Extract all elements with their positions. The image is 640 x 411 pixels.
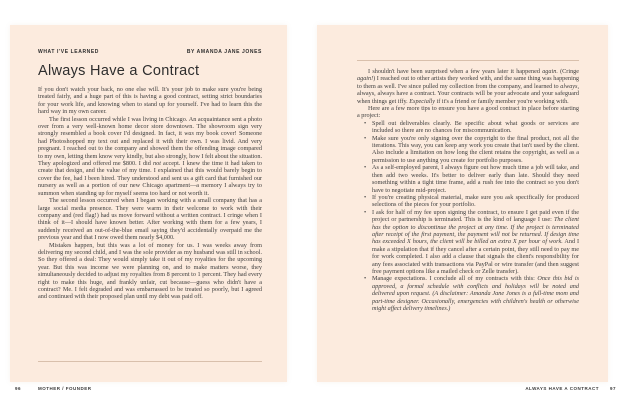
paragraph — [38, 116, 262, 197]
continuation-rule-right — [357, 60, 579, 61]
text-segment: And I make a stipulation that if they cancel after a certain point, they still need to pay me for work completed. I also add a clause that signals the client's responsibility for any fees associated with transactions via PayPal or wire transfer (and then suggest free payment options like a mailed check or Zelle transfer). — [372, 238, 580, 275]
text-segment: I shouldn't have been surprised when a few years later it happened — [368, 68, 543, 75]
tip-item — [364, 135, 579, 165]
italic-text: was — [184, 130, 194, 138]
tip-item — [364, 275, 579, 312]
tip-item — [364, 164, 579, 194]
text-segment: As a self-employed parent, I always figure out how much time a job will take, and then add two weeks. It's better to deliver early than late. Should they need something within a tight time frame, add a rush fee into the contract so you don't have to negotiate mid-project. — [372, 164, 579, 194]
article-title: Always Have a Contract — [38, 63, 200, 79]
italic-text: Once this bid is approved, a formal schedule with conflicts and holidays will be noted and delivered upon request. (A disclaimer: Amanda Jane Jones is a full-time mom and part-time designer. Occasionally, emergencies with children's health or otherwise might affect delivery timelines.) — [372, 275, 579, 312]
right-page-content — [357, 60, 579, 312]
text-segment: Here are a few more tips to ensure you have a good contract in place before starting a project: — [357, 105, 579, 120]
page-number-right: 97 — [609, 386, 616, 391]
footer-left — [15, 386, 92, 391]
paragraph — [357, 68, 579, 105]
text-segment: . (Cringe — [556, 68, 579, 75]
tip-item — [364, 209, 579, 276]
text-segment: If you're creating physical material, make sure you ask specifically for produced selections of the pieces for your portfolio. — [372, 193, 579, 209]
continuation-rule-left — [38, 361, 262, 362]
text-segment: Mistakes happen, but this was a lot of money for us. I was weeks away from delivering my second child, and I was the sole provider as my husband was still in school. So they offered a deal: They would simply take it out of my royalties for the upcoming year. But this was income we were planning on, and to make matters worse, they simultaneously decided to adjust my royalties from 8 percent to 1 percent. They had every right to make this huge, and frankly unfair, cut because—guess who didn't have a contract? Me. I felt degraded and was embarrassed to be treated so poorly, but I agreed and continued with their proposed plan until my debt was paid off. — [38, 241, 262, 301]
footer-right — [525, 386, 616, 391]
left-page — [10, 25, 287, 382]
byline: BY AMANDA JANE JONES — [186, 49, 262, 55]
italic-text: not — [153, 160, 161, 168]
paragraph — [38, 197, 262, 241]
paragraph — [38, 86, 262, 116]
text-segment: The first lesson occurred while I was living in Chicago. An acquaintance sent a photo over from a very well-known home decor store downtown. The showroom sign very strongly resembled a book cover I'd designed. In fact, it — [38, 115, 262, 138]
text-segment: The second lesson occurred when I began working with a small company that has a large social media presence. They were warm in their welcome to work with their company and (red flag!) had us move forward without a written contract. I cringe when I think of it—I should have known better. After working with them for a few years, I suddenly received an out-of-the-blue email saying they'd accidentally overpaid me the previous year and that I now owed them nearly $4,000. — [38, 197, 262, 242]
italic-text: always — [560, 82, 578, 90]
right-page-body — [357, 68, 579, 312]
tips-list — [357, 120, 579, 313]
section-kicker: WHAT I'VE LEARNED — [38, 49, 100, 55]
italic-text: Especially — [409, 97, 436, 105]
text-segment: Make sure you're only signing over the copyright to the final product, not all the iterations. This way, you can keep any work you create that isn't used by the client. Also include a limitation on how long the client retains the copyright, as well as a permission to use anything you create for portfolio purposes. — [372, 134, 579, 164]
text-segment: my book cover! Someone had Photoshopped my text out and replaced it with their own. I was livid. And very pregnant. I reached out to the company and showed them the offending image compared to my own, letting them know very kindly, but also strongly, how I felt about the situation. They apologized and offered me $800. I did — [38, 130, 262, 168]
text-segment: ) I reached out to other artists they worked with, and the same thing was happening to them as well. I've since pulled my collection from the company, and learned to — [357, 75, 580, 90]
running-head-left: MOTHER / FOUNDER — [38, 386, 92, 391]
right-page-paragraphs — [357, 68, 579, 120]
tip-item — [364, 194, 579, 209]
running-head-right: ALWAYS HAVE A CONTRACT — [525, 386, 599, 391]
tip-item — [364, 120, 579, 135]
paragraph — [357, 105, 579, 120]
text-segment: If you don't watch your back, no one else will. It's your job to make sure you're being treated fairly, and a huge part of this is having a good contract, setting strict boundaries for your work life, and knowing when to stand up for yourself. I've had to learn this the hard way in my own career. — [38, 86, 262, 116]
text-segment: accept. I knew the time it had taken to create that design, and the value of my time. I explained that this would barely begin to cover the fee, had I been hired. They understood and sent us a gift card that furnished our nursery as well as a portion of our new Chicago apartment—a memory I always try to summon when standing up for myself seems too hard or not worth it. — [38, 160, 262, 197]
text-segment: I ask for half of my fee upon signing the contract, to ensure I get paid even if the project or partnership is terminated. This is the kind of language I use: — [372, 208, 579, 224]
text-segment: Spell out deliverables clearly. Be specific about what goods or services are included so there are no chances for miscommunication. — [372, 119, 579, 135]
text-segment: Manage expectations. I conclude all of my contracts with this: — [372, 275, 538, 283]
paragraph — [38, 242, 262, 301]
left-page-body — [38, 86, 262, 301]
italic-text: The client has the option to discontinue the project at any time. If the project is terminated after receipt of the first payment, the payment will not be returned. If design time has exceeded X hours, the client will be billed an extra X per hour of work. — [372, 216, 580, 246]
right-page — [317, 25, 608, 382]
article-header — [38, 49, 262, 55]
italic-text: again — [542, 68, 557, 75]
text-segment: if it's a friend or family member you're working with. — [435, 97, 569, 105]
left-page-content — [38, 49, 262, 301]
text-segment: , always, always have a contract. Your contracts will be your advocate and your safeguard when things get iffy. — [357, 82, 579, 105]
page-number-left: 96 — [15, 386, 22, 391]
italic-text: again! — [357, 75, 374, 83]
